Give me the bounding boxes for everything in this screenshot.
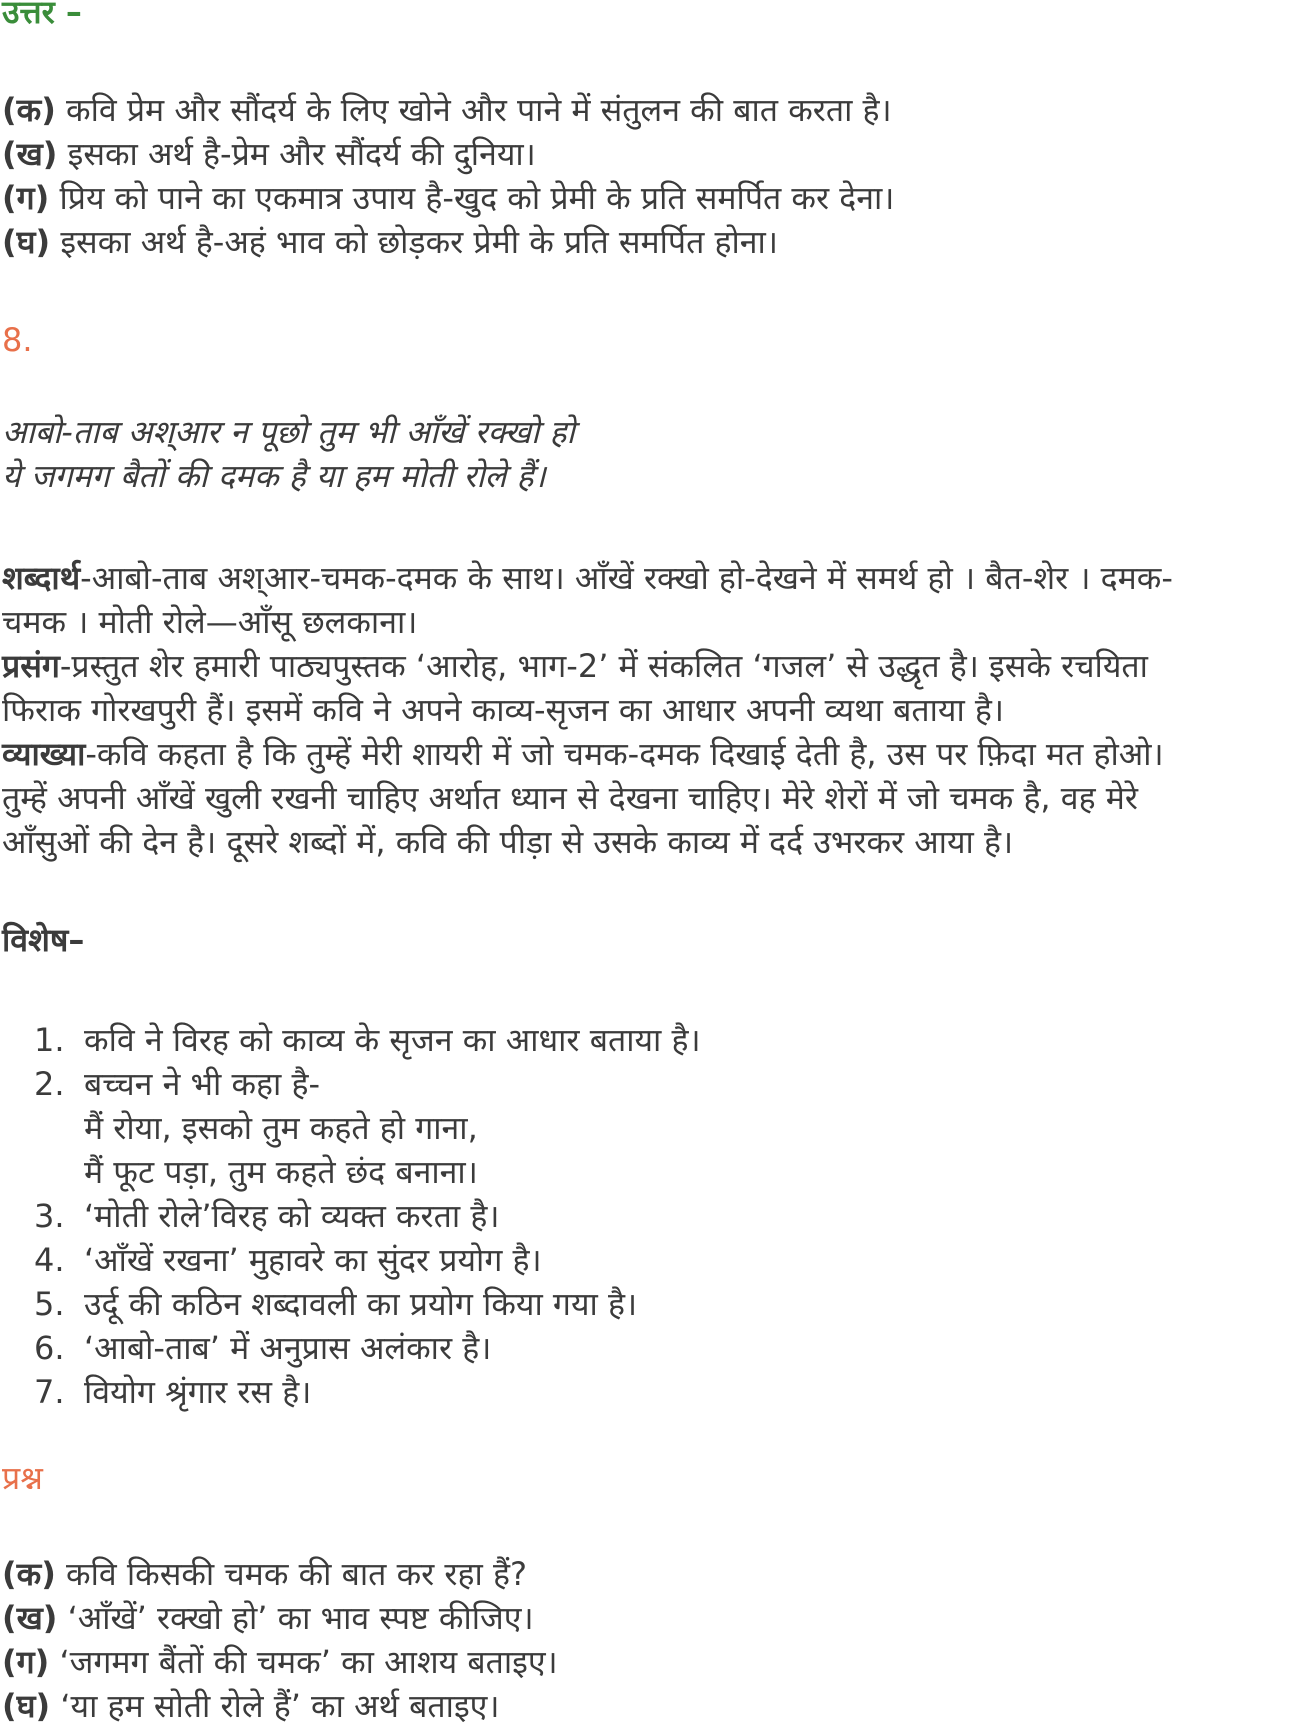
list-text: ‘आबो-ताब’ में अनुप्रास अलंकार है। — [84, 1329, 492, 1367]
list-text: उर्दू की कठिन शब्दावली का प्रयोग किया गया है। — [84, 1285, 638, 1323]
vishesh-heading: विशेष– — [2, 921, 85, 959]
list-text: मैं रोया, इसको तुम कहते हो गाना, — [84, 1109, 478, 1147]
list-text: ‘आँखें रखना’ मुहावरे का सुंदर प्रयोग है। — [84, 1241, 542, 1279]
prasang-label: प्रसंग — [2, 647, 60, 685]
answer-marker: (ख) — [2, 135, 58, 173]
question-text: ‘या हम सोती रोले हैं’ का अर्थ बताइए। — [50, 1687, 500, 1725]
question-marker: (क) — [2, 1555, 56, 1593]
prasang-text: -प्रस्तुत शेर हमारी पाठ्यपुस्तक ‘आरोह, भाग-2’ में संकलित ‘गजल’ से उद्धृत है। इसके रचयिता — [59, 647, 1148, 685]
question-text: ‘आँखें’ रक्खो हो’ का भाव स्पष्ट कीजिए। — [57, 1599, 534, 1637]
question-marker: (ख) — [2, 1599, 58, 1637]
answer-text: प्रिय को पाने का एकमात्र उपाय है-खुद को प्रेमी के प्रति समर्पित कर देना। — [49, 179, 895, 217]
question-marker: (घ) — [2, 1687, 51, 1725]
vyakhya-text: आँसुओं की देन है। दूसरे शब्दों में, कवि की पीड़ा से उसके काव्य में दर्द उभरकर आया है। — [2, 823, 1014, 861]
answer-heading: उत्तर – — [2, 0, 82, 31]
shabdarth-text: चमक । मोती रोले—आँसू छलकाना। — [2, 603, 418, 641]
question-line — [2, 1640, 558, 1684]
vyakhya-line — [2, 732, 1164, 776]
list-text: बच्चन ने भी कहा है- — [84, 1065, 321, 1103]
vyakhya-text: तुम्हें अपनी आँखें खुली रखनी चाहिए अर्थात ध्यान से देखना चाहिए। मेरे शेरों में जो चमक है, वह मेरे — [2, 779, 1138, 817]
answer-line — [2, 132, 536, 176]
section-number: 8. — [2, 321, 33, 359]
answer-marker: (घ) — [2, 223, 51, 261]
answer-text: इसका अर्थ है-अहं भाव को छोड़कर प्रेमी के प्रति समर्पित होना। — [50, 223, 778, 261]
answer-line — [2, 176, 894, 220]
vyakhya-text: -कवि कहता है कि तुम्हें मेरी शायरी में जो चमक-दमक दिखाई देती है, उस पर फ़िदा मत होओ। — [85, 735, 1164, 773]
list-number: 7. — [34, 1373, 65, 1411]
list-number: 5. — [34, 1285, 65, 1323]
list-text: वियोग श्रृंगार रस है। — [84, 1373, 312, 1411]
verse-line: ये जगमग बैतों की दमक है या हम मोती रोले हैं। — [2, 457, 546, 495]
prashna-heading: प्रश्न — [2, 1459, 43, 1497]
question-text: ‘जगमग बैंतों की चमक’ का आशय बताइए। — [49, 1643, 558, 1681]
list-number: 2. — [34, 1065, 65, 1103]
verse-line: आबो-ताब अश्आर न पूछो तुम भी आँखें रक्खो हो — [2, 413, 575, 451]
list-number: 6. — [34, 1329, 65, 1367]
answer-marker: (ग) — [2, 179, 50, 217]
shabdarth-line — [2, 556, 1173, 600]
list-text: मैं फूट पड़ा, तुम कहते छंद बनाना। — [84, 1153, 478, 1191]
question-text: कवि किसकी चमक की बात कर रहा हैं? — [55, 1555, 527, 1593]
question-line — [2, 1552, 527, 1596]
answer-text: कवि प्रेम और सौंदर्य के लिए खोने और पाने में संतुलन की बात करता है। — [55, 91, 892, 129]
list-number: 3. — [34, 1197, 65, 1235]
list-text: कवि ने विरह को काव्य के सृजन का आधार बताया है। — [84, 1021, 701, 1059]
question-line — [2, 1596, 534, 1640]
answer-line — [2, 220, 778, 264]
answer-text: इसका अर्थ है-प्रेम और सौंदर्य की दुनिया। — [57, 135, 536, 173]
list-number: 1. — [34, 1021, 65, 1059]
list-text: ‘मोती रोले’विरह को व्यक्त करता है। — [84, 1197, 500, 1235]
answer-line — [2, 88, 892, 132]
vyakhya-label: व्याख्या — [2, 735, 86, 773]
question-marker: (ग) — [2, 1643, 50, 1681]
answer-marker: (क) — [2, 91, 56, 129]
question-line — [2, 1684, 499, 1728]
prasang-line — [2, 644, 1148, 688]
shabdarth-label: शब्दार्थ — [2, 559, 81, 597]
prasang-text: फिराक गोरखपुरी हैं। इसमें कवि ने अपने काव्य-सृजन का आधार अपनी व्यथा बताया है। — [2, 691, 1005, 729]
list-number: 4. — [34, 1241, 65, 1279]
shabdarth-text: -आबो-ताब अश्आर-चमक-दमक के साथ। आँखें रक्खो हो-देखने में समर्थ हो । बैत-शेर । दमक- — [80, 559, 1173, 597]
